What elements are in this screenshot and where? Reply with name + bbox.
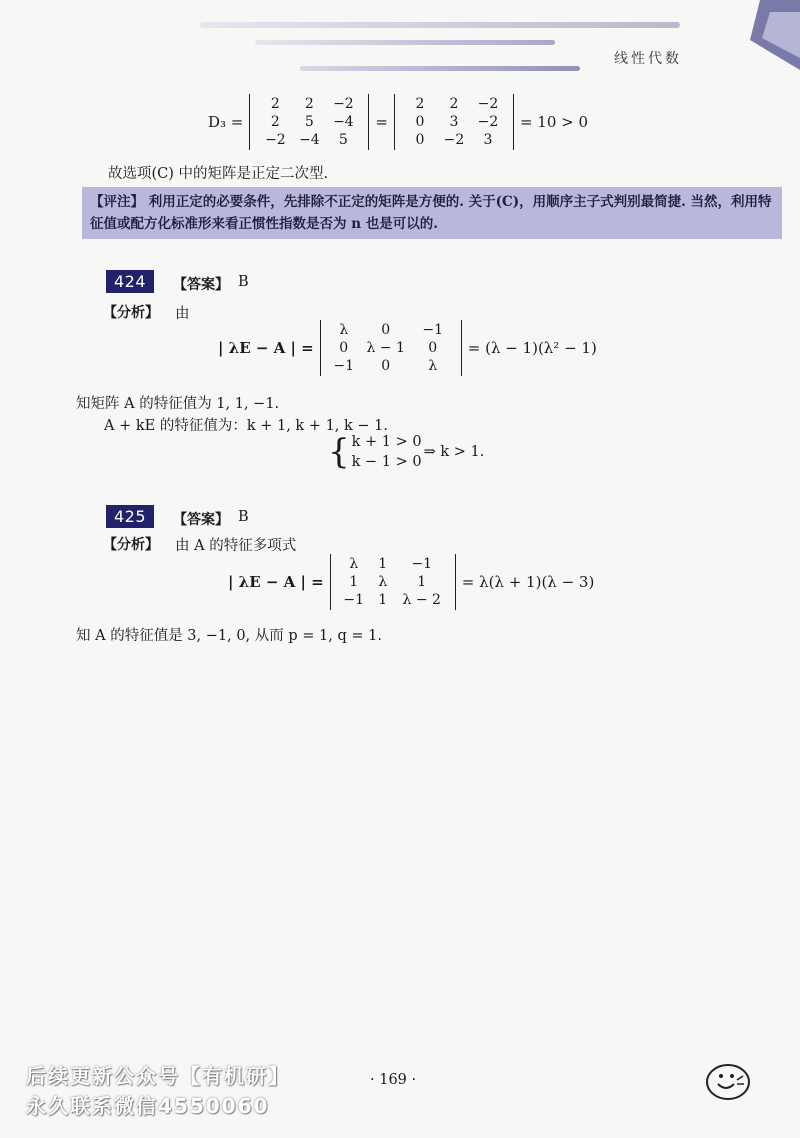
det-cell: λ − 2 [402, 592, 441, 608]
determinant-425 [330, 554, 456, 610]
brace-icon: { [328, 432, 350, 472]
shifted-eigenvalues-line-424: A + kE 的特征值为：k + 1, k + 1, k − 1. [104, 418, 389, 434]
determinant-424 [320, 320, 462, 376]
eigenvalues-line-424: 知矩阵 A 的特征值为 1, 1, −1. [76, 396, 280, 412]
watermark-line-2: 永久联系微信4550060 [26, 1094, 270, 1118]
header-bar-1 [200, 22, 680, 28]
page-number: · 169 · [370, 1072, 417, 1088]
note-text: 利用正定的必要条件，先排除不正定的矩阵是方便的. 关于(C)，用顺序主子式判别最简捷. 当然，利用特征值或配方化标准形来看正惯性指数是否为 n 也是可以的. [90, 194, 772, 232]
answer-label-424: 【答案】 [173, 277, 229, 293]
det-cell: −2 [477, 96, 499, 112]
det-cell: 2 [304, 96, 314, 112]
det-cell: −2 [477, 114, 499, 130]
det-cell: 3 [449, 114, 459, 130]
note-label: 【评注】 [90, 194, 144, 210]
note-box [82, 187, 782, 239]
det-cell: 0 [381, 358, 391, 374]
det-cell: −2 [333, 96, 354, 112]
det-cell: 0 [428, 340, 438, 356]
det-cell: 2 [449, 96, 459, 112]
det-cell: −4 [333, 114, 354, 130]
answer-label-425: 【答案】 [173, 512, 229, 528]
det-cell: −1 [422, 322, 444, 338]
det-cell: 5 [304, 114, 314, 130]
conclusion-text: 故选项(C) 中的矩阵是正定二次型. [108, 166, 329, 182]
smiley-logo-icon [704, 1062, 752, 1102]
det-cell: 2 [270, 114, 280, 130]
det-cell: 1 [417, 574, 427, 590]
analysis-label-424: 【分析】 [103, 305, 159, 321]
det-cell: 2 [415, 96, 425, 112]
answer-value-425: B [238, 509, 249, 525]
d3-determinant-2 [394, 94, 514, 150]
det-cell: 3 [483, 132, 493, 148]
d3-result: = 10 > 0 [519, 113, 589, 131]
det-cell: −2 [265, 132, 286, 148]
det-cell: 0 [415, 114, 425, 130]
header-bar-3 [300, 66, 580, 71]
d3-lhs: D₃ = [208, 113, 244, 131]
det-cell: λ [428, 358, 438, 374]
det-cell: λ [378, 574, 388, 590]
det-cell: 1 [378, 592, 388, 608]
inequality-system-424 [328, 432, 484, 472]
char-poly-equation-425 [228, 554, 594, 610]
char-poly-equation-424 [218, 320, 597, 376]
analysis-intro-425: 由 A 的特征多项式 [175, 538, 297, 554]
det-cell: −2 [443, 132, 465, 148]
det-cell: λ [339, 322, 349, 338]
inequality-2: k − 1 > 0 [351, 454, 422, 470]
question-number-424: 424 [106, 270, 154, 293]
d3-equals: = [375, 113, 388, 131]
det-cell: λ − 1 [366, 340, 405, 356]
eigenvalues-line-425: 知 A 的特征值是 3, −1, 0, 从而 p = 1, q = 1. [76, 628, 382, 644]
d3-determinant-1 [249, 94, 369, 150]
eq-lhs-425: | λE − A | = [228, 573, 324, 591]
inequality-1: k + 1 > 0 [351, 434, 422, 450]
eq-lhs-424: | λE − A | = [218, 339, 314, 357]
det-cell: 0 [339, 340, 349, 356]
det-cell: −1 [333, 358, 355, 374]
det-cell: −1 [411, 556, 433, 572]
det-cell: −4 [299, 132, 320, 148]
analysis-label-425: 【分析】 [103, 537, 159, 553]
d3-equation [208, 94, 588, 150]
question-number-425: 425 [106, 505, 154, 528]
det-cell: 2 [270, 96, 280, 112]
analysis-intro-424: 由 [175, 306, 190, 322]
det-cell: 0 [381, 322, 391, 338]
eq-result-425: = λ(λ + 1)(λ − 3) [461, 573, 595, 591]
eq-result-424: = (λ − 1)(λ² − 1) [467, 339, 597, 357]
inequality-result: ⇒ k > 1. [423, 444, 485, 460]
header-bar-2 [255, 40, 555, 45]
det-cell: λ [349, 556, 359, 572]
det-cell: 1 [349, 574, 359, 590]
watermark-line-1: 后续更新公众号【有机研】 [26, 1064, 290, 1088]
det-cell: 0 [415, 132, 425, 148]
header-title: 线性代数 [614, 51, 682, 67]
det-cell: 1 [378, 556, 388, 572]
corner-tab-icon [730, 0, 800, 70]
det-cell: 5 [338, 132, 348, 148]
answer-value-424: B [238, 274, 249, 290]
det-cell: −1 [343, 592, 365, 608]
